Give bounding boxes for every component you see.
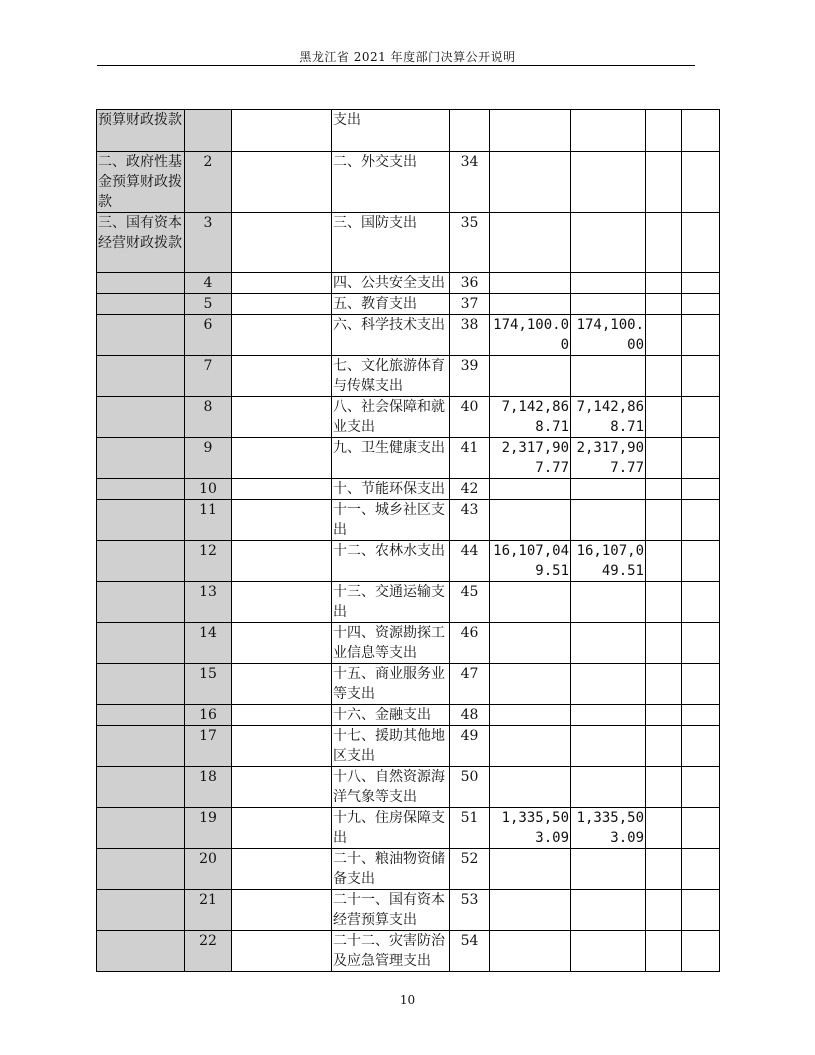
blank-cell: [682, 213, 720, 273]
table-row: [97, 541, 720, 582]
blank-cell: [232, 541, 332, 582]
expenditure-item-cell: 五、教育支出: [332, 294, 450, 315]
amount-cell-2: [571, 931, 646, 972]
expenditure-item-cell: 十一、城乡社区支出: [332, 500, 450, 541]
amount-cell-2: [571, 767, 646, 808]
blank-cell: [682, 664, 720, 705]
line-number-cell: 45: [450, 582, 490, 623]
expenditure-item-cell: 六、科学技术支出: [332, 315, 450, 356]
blank-cell: [646, 726, 682, 767]
amount-cell-2: 1,335,503.09: [571, 808, 646, 849]
row-label-cell: [97, 294, 185, 315]
amount-cell-1: 7,142,868.71: [490, 397, 571, 438]
table-row: [97, 397, 720, 438]
amount-cell-2: [571, 726, 646, 767]
blank-cell: [682, 582, 720, 623]
line-number-cell: 41: [450, 438, 490, 479]
amount-cell-1: [490, 705, 571, 726]
row-number-cell: 19: [185, 808, 232, 849]
table-row: [97, 110, 720, 152]
line-number-cell: 52: [450, 849, 490, 890]
expenditure-item-cell: 三、国防支出: [332, 213, 450, 273]
table-row: [97, 890, 720, 931]
line-number-cell: 34: [450, 152, 490, 213]
row-label-cell: 二、政府性基金预算财政拨款: [97, 152, 185, 213]
amount-cell-2: [571, 479, 646, 500]
amount-cell-1: 2,317,907.77: [490, 438, 571, 479]
expenditure-item-cell: 十二、农林水支出: [332, 541, 450, 582]
blank-cell: [682, 849, 720, 890]
line-number-cell: 37: [450, 294, 490, 315]
amount-cell-2: [571, 705, 646, 726]
table-row: [97, 213, 720, 273]
line-number-cell: [450, 110, 490, 152]
expenditure-item-cell: 十五、商业服务业等支出: [332, 664, 450, 705]
row-label-cell: [97, 479, 185, 500]
blank-cell: [232, 315, 332, 356]
blank-cell: [682, 808, 720, 849]
table-row: [97, 726, 720, 767]
row-label-cell: [97, 705, 185, 726]
amount-cell-1: [490, 294, 571, 315]
blank-cell: [646, 931, 682, 972]
row-label-cell: 三、国有资本经营财政拨款: [97, 213, 185, 273]
row-number-cell: 12: [185, 541, 232, 582]
table-row: [97, 582, 720, 623]
row-number-cell: 21: [185, 890, 232, 931]
line-number-cell: 46: [450, 623, 490, 664]
row-number-cell: 6: [185, 315, 232, 356]
amount-cell-1: [490, 152, 571, 213]
row-label-cell: [97, 726, 185, 767]
amount-cell-1: [490, 849, 571, 890]
expenditure-item-cell: 十三、交通运输支出: [332, 582, 450, 623]
expenditure-item-cell: 二十二、灾害防治及应急管理支出: [332, 931, 450, 972]
row-label-cell: [97, 541, 185, 582]
row-number-cell: 9: [185, 438, 232, 479]
row-label-cell: [97, 397, 185, 438]
blank-cell: [232, 213, 332, 273]
row-number-cell: 2: [185, 152, 232, 213]
amount-cell-1: [490, 582, 571, 623]
blank-cell: [682, 152, 720, 213]
line-number-cell: 44: [450, 541, 490, 582]
line-number-cell: 51: [450, 808, 490, 849]
table-row: [97, 500, 720, 541]
row-label-cell: [97, 356, 185, 397]
row-label-cell: [97, 849, 185, 890]
table-row: [97, 294, 720, 315]
amount-cell-2: [571, 500, 646, 541]
amount-cell-1: [490, 767, 571, 808]
row-label-cell: [97, 623, 185, 664]
blank-cell: [232, 664, 332, 705]
amount-cell-1: [490, 890, 571, 931]
blank-cell: [646, 541, 682, 582]
expenditure-item-cell: 支出: [332, 110, 450, 152]
row-label-cell: [97, 273, 185, 294]
amount-cell-1: 16,107,049.51: [490, 541, 571, 582]
row-number-cell: 22: [185, 931, 232, 972]
header-rule: [97, 65, 695, 66]
row-number-cell: 14: [185, 623, 232, 664]
blank-cell: [646, 397, 682, 438]
table-row: [97, 767, 720, 808]
line-number-cell: 43: [450, 500, 490, 541]
row-number-cell: 7: [185, 356, 232, 397]
row-label-cell: [97, 931, 185, 972]
amount-cell-2: 2,317,907.77: [571, 438, 646, 479]
table-row: [97, 356, 720, 397]
row-number-cell: 18: [185, 767, 232, 808]
row-number-cell: 11: [185, 500, 232, 541]
table-row: [97, 623, 720, 664]
row-number-cell: 10: [185, 479, 232, 500]
line-number-cell: 35: [450, 213, 490, 273]
document-header-title: 黑龙江省 2021 年度部门决算公开说明: [299, 50, 516, 64]
expenditure-item-cell: 十六、金融支出: [332, 705, 450, 726]
amount-cell-2: 174,100.00: [571, 315, 646, 356]
budget-table: [96, 109, 720, 972]
blank-cell: [232, 356, 332, 397]
blank-cell: [232, 623, 332, 664]
expenditure-item-cell: 二、外交支出: [332, 152, 450, 213]
row-label-cell: [97, 890, 185, 931]
row-number-cell: 16: [185, 705, 232, 726]
blank-cell: [646, 213, 682, 273]
row-label-cell: [97, 315, 185, 356]
amount-cell-1: [490, 664, 571, 705]
blank-cell: [232, 582, 332, 623]
blank-cell: [646, 110, 682, 152]
expenditure-item-cell: 四、公共安全支出: [332, 273, 450, 294]
line-number-cell: 50: [450, 767, 490, 808]
blank-cell: [232, 726, 332, 767]
blank-cell: [682, 356, 720, 397]
blank-cell: [682, 931, 720, 972]
expenditure-item-cell: 七、文化旅游体育与传媒支出: [332, 356, 450, 397]
line-number-cell: 36: [450, 273, 490, 294]
amount-cell-1: [490, 500, 571, 541]
blank-cell: [646, 294, 682, 315]
amount-cell-2: [571, 110, 646, 152]
blank-cell: [232, 931, 332, 972]
blank-cell: [646, 664, 682, 705]
row-number-cell: 4: [185, 273, 232, 294]
amount-cell-1: [490, 623, 571, 664]
row-number-cell: 15: [185, 664, 232, 705]
blank-cell: [232, 500, 332, 541]
line-number-cell: 42: [450, 479, 490, 500]
row-label-cell: [97, 500, 185, 541]
line-number-cell: 48: [450, 705, 490, 726]
page-number: 10: [399, 993, 416, 1007]
table-row: [97, 438, 720, 479]
expenditure-item-cell: 九、卫生健康支出: [332, 438, 450, 479]
amount-cell-2: 16,107,049.51: [571, 541, 646, 582]
line-number-cell: 38: [450, 315, 490, 356]
amount-cell-2: [571, 356, 646, 397]
row-label-cell: 预算财政拨款: [97, 110, 185, 152]
blank-cell: [232, 479, 332, 500]
blank-cell: [232, 294, 332, 315]
amount-cell-2: [571, 152, 646, 213]
blank-cell: [646, 500, 682, 541]
blank-cell: [682, 438, 720, 479]
expenditure-item-cell: 十九、住房保障支出: [332, 808, 450, 849]
amount-cell-1: 174,100.00: [490, 315, 571, 356]
blank-cell: [646, 808, 682, 849]
table-row: [97, 705, 720, 726]
blank-cell: [232, 849, 332, 890]
amount-cell-1: [490, 273, 571, 294]
row-number-cell: [185, 110, 232, 152]
amount-cell-1: [490, 726, 571, 767]
table-row: [97, 479, 720, 500]
row-label-cell: [97, 438, 185, 479]
blank-cell: [646, 849, 682, 890]
expenditure-item-cell: 十八、自然资源海洋气象等支出: [332, 767, 450, 808]
amount-cell-2: 7,142,868.71: [571, 397, 646, 438]
amount-cell-2: [571, 273, 646, 294]
table-row: [97, 808, 720, 849]
line-number-cell: 53: [450, 890, 490, 931]
amount-cell-2: [571, 213, 646, 273]
blank-cell: [232, 767, 332, 808]
line-number-cell: 54: [450, 931, 490, 972]
blank-cell: [682, 479, 720, 500]
row-number-cell: 8: [185, 397, 232, 438]
blank-cell: [682, 397, 720, 438]
row-label-cell: [97, 582, 185, 623]
blank-cell: [646, 315, 682, 356]
budget-table-body: [97, 110, 720, 972]
expenditure-item-cell: 八、社会保障和就业支出: [332, 397, 450, 438]
amount-cell-2: [571, 294, 646, 315]
blank-cell: [646, 705, 682, 726]
line-number-cell: 47: [450, 664, 490, 705]
blank-cell: [646, 273, 682, 294]
amount-cell-1: [490, 356, 571, 397]
table-row: [97, 152, 720, 213]
amount-cell-2: [571, 623, 646, 664]
table-row: [97, 849, 720, 890]
expenditure-item-cell: 二十、粮油物资储备支出: [332, 849, 450, 890]
blank-cell: [682, 273, 720, 294]
blank-cell: [682, 500, 720, 541]
blank-cell: [232, 890, 332, 931]
amount-cell-1: [490, 213, 571, 273]
blank-cell: [646, 438, 682, 479]
expenditure-item-cell: 十七、援助其他地区支出: [332, 726, 450, 767]
line-number-cell: 49: [450, 726, 490, 767]
blank-cell: [646, 890, 682, 931]
amount-cell-1: 1,335,503.09: [490, 808, 571, 849]
line-number-cell: 40: [450, 397, 490, 438]
blank-cell: [232, 110, 332, 152]
blank-cell: [646, 356, 682, 397]
blank-cell: [232, 152, 332, 213]
row-label-cell: [97, 808, 185, 849]
amount-cell-2: [571, 582, 646, 623]
amount-cell-2: [571, 849, 646, 890]
blank-cell: [232, 808, 332, 849]
blank-cell: [646, 479, 682, 500]
amount-cell-2: [571, 890, 646, 931]
blank-cell: [646, 623, 682, 664]
row-number-cell: 3: [185, 213, 232, 273]
blank-cell: [646, 767, 682, 808]
blank-cell: [646, 152, 682, 213]
expenditure-item-cell: 二十一、国有资本经营预算支出: [332, 890, 450, 931]
blank-cell: [682, 890, 720, 931]
row-label-cell: [97, 767, 185, 808]
row-number-cell: 20: [185, 849, 232, 890]
row-number-cell: 13: [185, 582, 232, 623]
blank-cell: [682, 541, 720, 582]
blank-cell: [682, 623, 720, 664]
blank-cell: [682, 705, 720, 726]
blank-cell: [682, 315, 720, 356]
line-number-cell: 39: [450, 356, 490, 397]
amount-cell-1: [490, 479, 571, 500]
blank-cell: [232, 438, 332, 479]
amount-cell-2: [571, 664, 646, 705]
blank-cell: [232, 705, 332, 726]
table-row: [97, 315, 720, 356]
blank-cell: [232, 397, 332, 438]
table-row: [97, 664, 720, 705]
blank-cell: [682, 294, 720, 315]
expenditure-item-cell: 十、节能环保支出: [332, 479, 450, 500]
amount-cell-1: [490, 110, 571, 152]
blank-cell: [232, 273, 332, 294]
blank-cell: [682, 726, 720, 767]
table-row: [97, 273, 720, 294]
row-number-cell: 17: [185, 726, 232, 767]
blank-cell: [646, 582, 682, 623]
expenditure-item-cell: 十四、资源勘探工业信息等支出: [332, 623, 450, 664]
blank-cell: [682, 767, 720, 808]
row-number-cell: 5: [185, 294, 232, 315]
table-row: [97, 931, 720, 972]
row-label-cell: [97, 664, 185, 705]
amount-cell-1: [490, 931, 571, 972]
blank-cell: [682, 110, 720, 152]
